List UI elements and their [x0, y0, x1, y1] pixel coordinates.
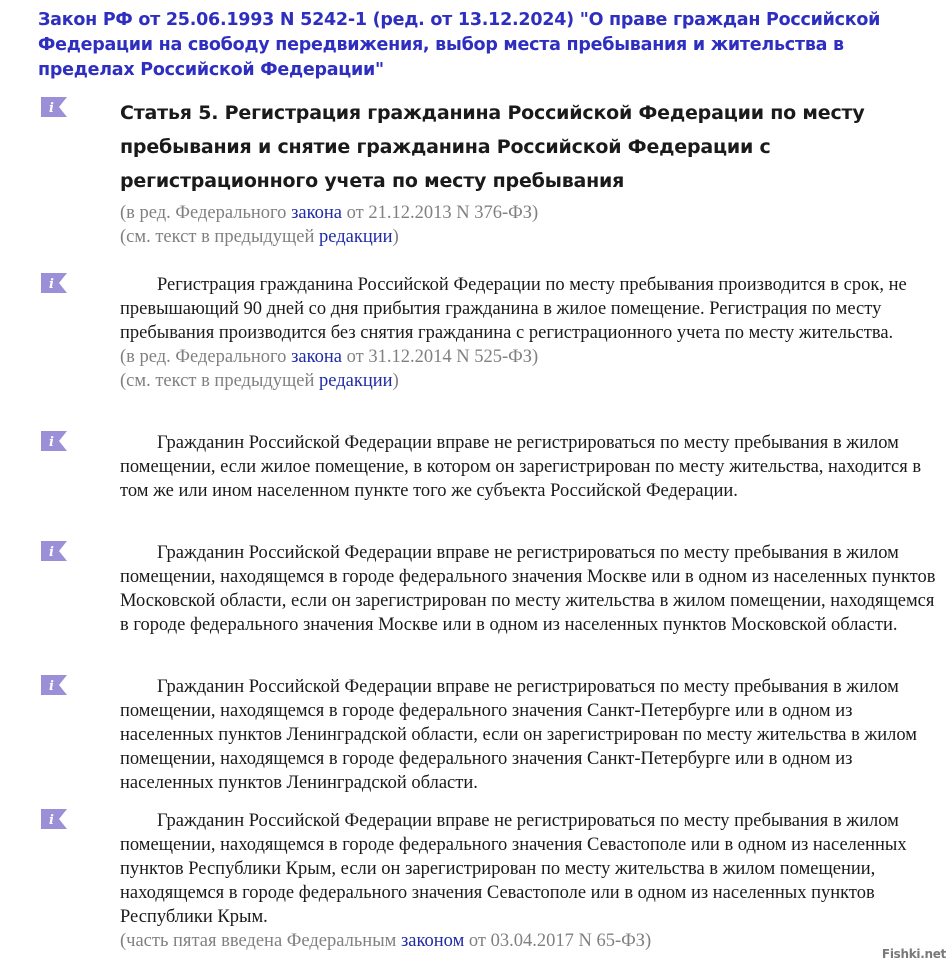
info-icon[interactable]: [38, 96, 68, 118]
paragraph-2: [120, 431, 942, 503]
law-link[interactable]: законом: [400, 931, 465, 951]
watermark: Fishki.net: [881, 947, 946, 961]
paragraph-text: Гражданин Российской Федерации вправе не регистрироваться по месту пребывания в жилом помещении, находящемся в городе федерального значения Севастополе или в одном из населенных пунктов Республики Крым, если он зарегистрирован по месту жительства в жилом помещении, находящемся в городе федерального значения Севастополе или в одном из населенных пунктов Республики Крым.: [120, 811, 907, 927]
paragraph-text: Гражданин Российской Федерации вправе не регистрироваться по месту пребывания в жилом помещении, находящемся в городе федерального значения Санкт-Петербурге или в одном из населенных пунктов Ленинградской области, если он зарегистрирован по месту жительства в жилом помещении, находящемся в городе федерального значения Санкт-Петербурге или в одном из населенных пунктов Ленинградской области.: [120, 677, 917, 793]
paragraph-text: Гражданин Российской Федерации вправе не регистрироваться по месту пребывания в жилом помещении, если жилое помещение, в котором он зарегистрирован по месту жительства, находится в том же или ином населенном пункте того же субъекта Российской Федерации.: [120, 433, 922, 501]
info-icon[interactable]: [38, 430, 68, 452]
previous-version-link[interactable]: редакции: [319, 371, 393, 391]
info-icon[interactable]: [38, 674, 68, 696]
svg-text:i: i: [49, 679, 54, 694]
svg-text:i: i: [49, 813, 54, 828]
law-link[interactable]: закона: [291, 347, 342, 367]
edit-note: (в ред. Федерального закона от 31.12.2014 N 525-ФЗ): [120, 347, 539, 367]
previous-version-note: (см. текст в предыдущей редакции): [120, 227, 399, 247]
svg-text:i: i: [49, 545, 54, 560]
paragraph-4: [120, 675, 942, 795]
svg-text:i: i: [49, 277, 54, 292]
paragraph-5: [120, 809, 942, 953]
article-edit-notes: [120, 201, 942, 249]
amendment-note: (часть пятая введена Федеральным законом от 03.04.2017 N 65-ФЗ): [120, 931, 652, 951]
paragraph-text: Гражданин Российской Федерации вправе не регистрироваться по месту пребывания в жилом помещении, находящемся в городе федерального значения Москве или в одном из населенных пунктов Московской области, если он зарегистрирован по месту жительства в жилом помещении, находящемся в городе федерального значения Москве или в одном из населенных пунктов Московской области.: [120, 543, 936, 635]
previous-version-note: (см. текст в предыдущей редакции): [120, 371, 399, 391]
article-heading: Статья 5. Регистрация гражданина Российской Федерации по месту пребывания и снятие гражданина Российской Федерации с регистрационного учета по месту пребывания: [120, 102, 865, 192]
law-link[interactable]: закона: [291, 203, 342, 223]
document-title[interactable]: Закон РФ от 25.06.1993 N 5242-1 (ред. от 13.12.2024) "О праве граждан Российской Федерации на свободу передвижения, выбор места пребывания и жительства в пределах Российской Федерации": [38, 10, 881, 80]
previous-version-link[interactable]: редакции: [319, 227, 393, 247]
paragraph-3: [120, 541, 942, 637]
edit-note: (в ред. Федерального закона от 21.12.2013 N 376-ФЗ): [120, 203, 539, 223]
info-icon[interactable]: [38, 540, 68, 562]
info-icon[interactable]: [38, 272, 68, 294]
svg-text:i: i: [49, 101, 54, 116]
paragraph-text: Регистрация гражданина Российской Федерации по месту пребывания производится в срок, не превышающий 90 дней со дня прибытия гражданина в жилое помещение. Регистрация по месту пребывания производится без снятия гражданина с регистрационного учета по месту жительства.: [120, 275, 907, 343]
info-icon[interactable]: [38, 808, 68, 830]
svg-text:i: i: [49, 435, 54, 450]
paragraph-1: [120, 273, 942, 393]
